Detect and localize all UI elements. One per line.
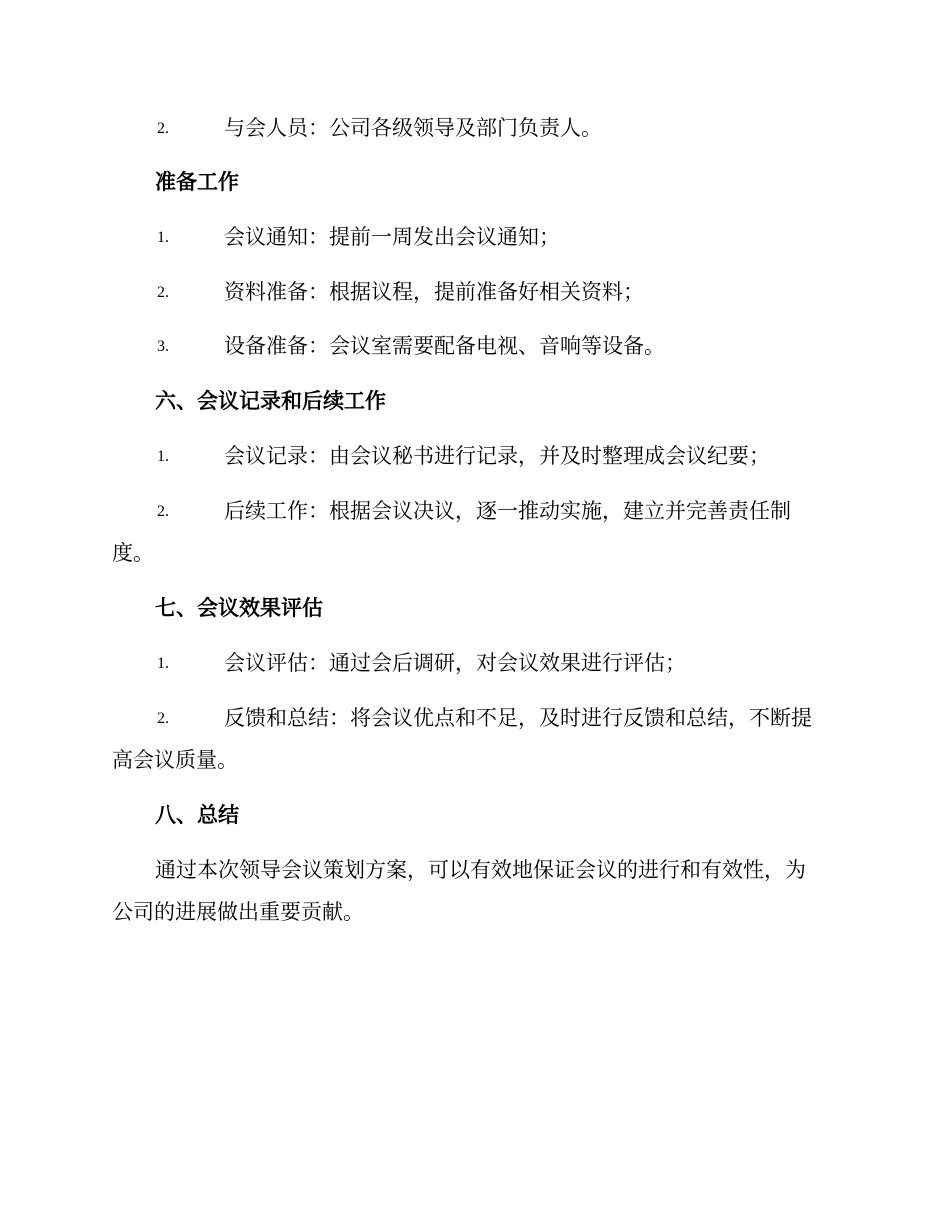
summary-paragraph-line: 通过本次领导会议策划方案，可以有效地保证会议的进行和有效性，为 (155, 858, 806, 882)
list-number: 3. (157, 338, 169, 355)
list-item-text: 会议记录：由会议秘书进行记录，并及时整理成会议纪要； (224, 444, 770, 468)
section-heading: 六、会议记录和后续工作 (155, 388, 386, 413)
list-item-continuation: 高会议质量。 (112, 748, 238, 772)
list-item-text: 后续工作：根据会议决议，逐一推动实施，建立并完善责任制 (224, 499, 791, 523)
summary-paragraph-line: 公司的进展做出重要贡献。 (112, 900, 364, 924)
section-heading: 八、总结 (155, 802, 239, 827)
list-item-text: 会议通知：提前一周发出会议通知； (224, 225, 560, 249)
list-number: 1. (157, 229, 169, 246)
list-number: 1. (157, 448, 169, 465)
list-number: 2. (157, 710, 169, 727)
list-number: 2. (157, 120, 169, 137)
list-item-continuation: 度。 (112, 541, 154, 565)
list-item-text: 设备准备：会议室需要配备电视、音响等设备。 (224, 334, 665, 358)
list-item-text: 与会人员：公司各级领导及部门负责人。 (224, 116, 602, 140)
section-heading: 七、会议效果评估 (155, 595, 323, 620)
list-item-text: 会议评估：通过会后调研，对会议效果进行评估； (224, 651, 686, 675)
list-item-text: 反馈和总结：将会议优点和不足，及时进行反馈和总结，不断提 (224, 706, 812, 730)
list-number: 2. (157, 503, 169, 520)
list-number: 1. (157, 655, 169, 672)
section-heading: 准备工作 (155, 169, 239, 194)
list-number: 2. (157, 284, 169, 301)
list-item-text: 资料准备：根据议程，提前准备好相关资料； (224, 280, 644, 304)
